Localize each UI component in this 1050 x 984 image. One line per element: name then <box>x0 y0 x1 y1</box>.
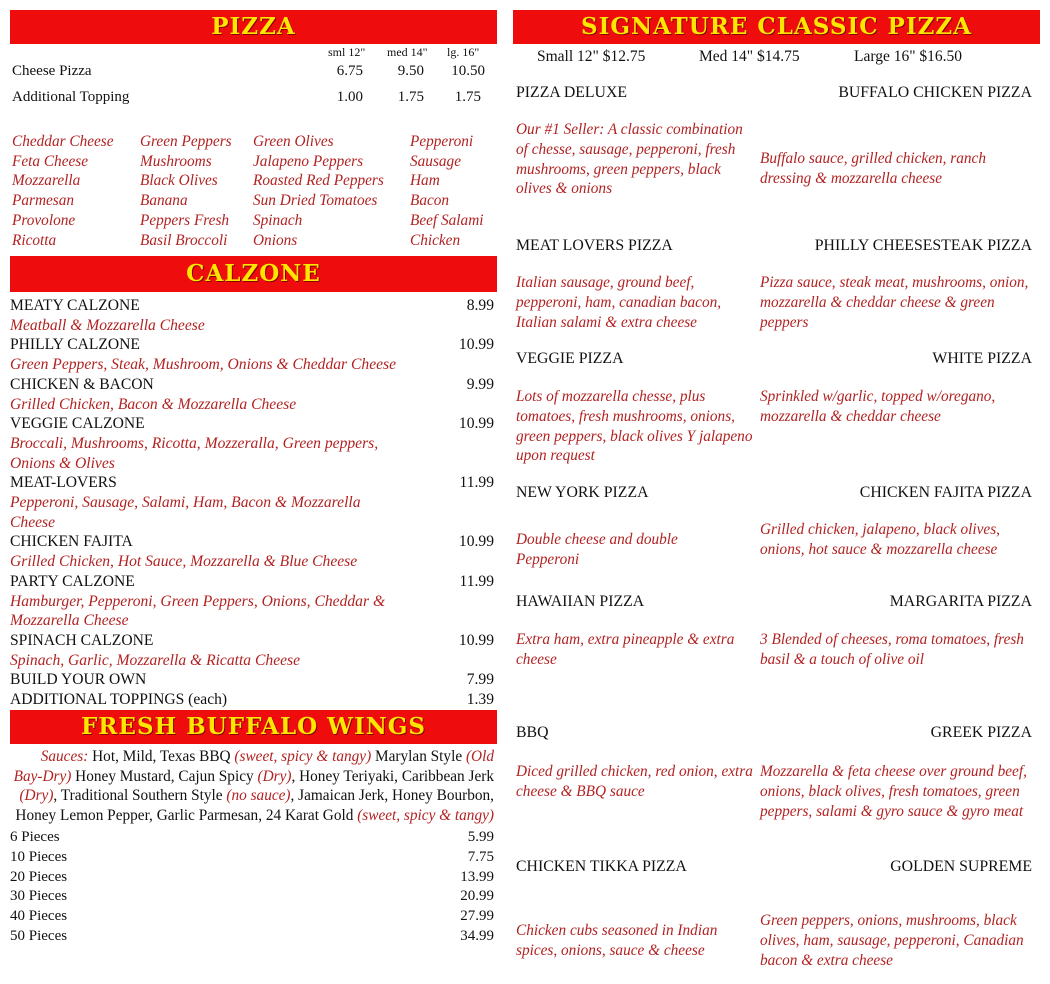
topping-item: Mushrooms <box>140 152 212 170</box>
signature-pizza-name: PHILLY CHEESESTEAK PIZZA <box>814 237 1032 254</box>
toppings-column-cheeses <box>12 132 114 250</box>
sauce-note: (Old Bay-Dry) <box>13 747 494 785</box>
calzone-price: 7.99 <box>466 671 494 689</box>
size-header-small: sml 12" <box>328 45 366 59</box>
toppings-column-meats <box>410 132 484 250</box>
sauce-text: Marylan Style <box>371 747 466 765</box>
calzone-name: PHILLY CALZONE <box>10 336 140 354</box>
calzone-list <box>10 292 497 710</box>
signature-pizza-name: VEGGIE PIZZA <box>516 350 624 367</box>
calzone-desc: Pepperoni, Sausage, Salami, Ham, Bacon & Mozzarella Cheese <box>10 494 361 531</box>
topping-item: Sausage <box>410 152 461 170</box>
size-medium-price: Med 14" $14.75 <box>699 48 800 65</box>
calzone-item <box>10 375 497 414</box>
cheese-pizza-label: Cheese Pizza <box>12 63 92 79</box>
calzone-price: 10.99 <box>458 631 494 649</box>
sauce-note: (no sauce) <box>226 787 291 805</box>
topping-item: Banana <box>140 192 188 210</box>
wing-count: 10 Pieces <box>10 848 68 865</box>
calzone-banner: CALZONE <box>10 256 497 292</box>
signature-pizza-desc: Grilled chicken, jalapeno, black olives, onions, hot sauce & mozzarella cheese <box>760 521 1000 558</box>
signature-pizza-desc: Pizza sauce, steak meat, mushrooms, onion, mozzarella & cheddar cheese & green peppers <box>760 274 1029 331</box>
wing-price: 7.75 <box>467 848 494 865</box>
sauce-note: (sweet, spicy & tangy) <box>234 747 372 765</box>
toppings-column-peppers <box>253 132 384 250</box>
topping-item: Basil Broccoli <box>140 231 228 249</box>
topping-item: Ham <box>410 172 440 190</box>
signature-pizza-desc: Sprinkled w/garlic, topped w/oregano, mozzarella & cheddar cheese <box>760 388 996 425</box>
signature-pizza-desc: Diced grilled chicken, red onion, extra cheese & BBQ sauce <box>516 763 753 800</box>
toppings-grid <box>10 132 497 269</box>
wing-price: 5.99 <box>467 828 494 845</box>
sauce-text: Hot, Mild, Texas BBQ <box>88 747 235 765</box>
topping-item: Feta Cheese <box>12 152 89 170</box>
calzone-item <box>10 296 497 335</box>
topping-item: Chicken <box>410 231 461 249</box>
calzone-item <box>10 690 497 710</box>
calzone-price: 9.99 <box>466 375 494 393</box>
wing-count: 40 Pieces <box>10 908 68 925</box>
calzone-name: SPINACH CALZONE <box>10 631 154 649</box>
calzone-item <box>10 631 497 670</box>
calzone-item <box>10 532 497 571</box>
signature-pizza-name: NEW YORK PIZZA <box>516 484 649 501</box>
calzone-name: ADDITIONAL TOPPINGS (each) <box>10 691 228 709</box>
sauce-note: (Dry) <box>257 767 292 785</box>
signature-pizza-name: GREEK PIZZA <box>930 724 1032 741</box>
price-cell: 1.75 <box>397 89 424 105</box>
calzone-desc: Grilled Chicken, Bacon & Mozzarella Cheese <box>10 395 297 413</box>
calzone-item <box>10 414 497 473</box>
topping-item: Black Olives <box>140 172 218 190</box>
topping-item: Ricotta <box>12 231 57 249</box>
right-column <box>513 0 1040 969</box>
price-cell: 1.75 <box>454 89 481 105</box>
wing-row <box>10 927 497 947</box>
calzone-name: VEGGIE CALZONE <box>10 415 145 433</box>
wings-banner: FRESH BUFFALO WINGS <box>10 710 497 744</box>
sauces-label: Sauces: <box>40 747 89 765</box>
signature-pizza-name: CHICKEN FAJITA PIZZA <box>859 484 1032 501</box>
calzone-desc: Hamburger, Pepperoni, Green Peppers, Onions, Cheddar & Mozzarella Cheese <box>10 592 386 630</box>
signature-pizza-desc: Buffalo sauce, grilled chicken, ranch dressing & mozzarella cheese <box>760 150 986 187</box>
topping-item: Green Olives <box>253 133 334 150</box>
signature-pizza-desc: Double cheese and double Pepperoni <box>516 531 678 568</box>
signature-pizza-desc: 3 Blended of cheeses, roma tomatoes, fresh basil & a touch of olive oil <box>760 631 1024 668</box>
calzone-price: 10.99 <box>458 336 494 354</box>
signature-pizza-name: BBQ <box>516 724 549 741</box>
calzone-price: 1.39 <box>466 691 494 709</box>
price-cell: 6.75 <box>336 63 363 79</box>
calzone-item <box>10 335 497 374</box>
calzone-name: PARTY CALZONE <box>10 572 135 590</box>
topping-item: Mozzarella <box>12 172 81 190</box>
topping-item: Bacon <box>410 192 450 210</box>
topping-item: Parmesan <box>12 192 75 210</box>
signature-pizza-name: HAWAIIAN PIZZA <box>516 593 645 610</box>
topping-item: Cheddar Cheese <box>12 133 114 150</box>
topping-item: Peppers Fresh <box>140 211 230 229</box>
signature-pizza-name: WHITE PIZZA <box>932 350 1032 367</box>
wing-row <box>10 907 497 927</box>
calzone-desc: Meatball & Mozzarella Cheese <box>10 316 205 334</box>
size-small-price: Small 12" $12.75 <box>537 48 646 65</box>
signature-banner: SIGNATURE CLASSIC PIZZA <box>513 10 1040 44</box>
calzone-name: CHICKEN FAJITA <box>10 533 133 551</box>
calzone-item <box>10 670 497 690</box>
pizza-banner: PIZZA <box>10 10 497 44</box>
wing-count: 20 Pieces <box>10 868 68 885</box>
wing-row <box>10 887 497 907</box>
signature-pizza-desc: Italian sausage, ground beef, pepperoni, ham, canadian bacon, Italian salami & extra cheese <box>516 274 722 331</box>
wing-pieces-list <box>10 828 497 947</box>
additional-topping-label: Additional Topping <box>12 89 130 105</box>
wing-price: 13.99 <box>460 868 494 885</box>
wing-row <box>10 848 497 868</box>
signature-pizza-name: BUFFALO CHICKEN PIZZA <box>838 84 1032 101</box>
topping-item: Beef Salami <box>410 211 484 229</box>
calzone-price: 10.99 <box>458 415 494 433</box>
signature-pizza-name: GOLDEN SUPREME <box>890 858 1032 875</box>
sauce-text: Honey Mustard, Cajun Spicy <box>71 767 258 785</box>
topping-item: Provolone <box>12 211 76 229</box>
topping-item: Pepperoni <box>410 133 474 150</box>
signature-pizza-desc: Extra ham, extra pineapple & extra cheese <box>516 631 735 668</box>
price-cell: 9.50 <box>397 63 424 79</box>
calzone-price: 8.99 <box>466 297 494 314</box>
signature-pizza-desc: Lots of mozzarella chesse, plus tomatoes, fresh mushrooms, onions, green peppers, black olives Y jalapeno upon request <box>516 388 753 465</box>
pizza-price-table <box>10 44 497 130</box>
signature-pizza-name: CHICKEN TIKKA PIZZA <box>516 858 687 875</box>
topping-item: Onions <box>253 231 298 249</box>
size-header-large: lg. 16" <box>447 45 480 59</box>
topping-item: Roasted Red Peppers <box>253 172 384 190</box>
calzone-price: 11.99 <box>459 474 494 492</box>
signature-pizza-name: PIZZA DELUXE <box>516 84 628 101</box>
calzone-item <box>10 572 497 631</box>
price-cell: 10.50 <box>451 63 485 79</box>
wing-sauces <box>10 744 497 826</box>
size-large-price: Large 16" $16.50 <box>854 48 963 65</box>
signature-pizza-desc: Mozzarella & feta cheese over ground beef, onions, black olives, fresh tomatoes, green peppers, salami & gyro sauce & gyro meat <box>760 763 1027 820</box>
wing-row <box>10 828 497 848</box>
sauce-text: , Jamaican Jerk, Honey Bourbon, Honey Lemon Pepper, Garlic Parmesan, 24 Karat Gold <box>15 787 494 825</box>
calzone-desc: Grilled Chicken, Hot Sauce, Mozzarella & Blue Cheese <box>10 553 358 571</box>
calzone-price: 10.99 <box>458 533 494 551</box>
toppings-column-veggies <box>140 132 232 250</box>
calzone-desc: Broccali, Mushrooms, Ricotta, Mozzeralla, Green peppers, Onions & Olives <box>10 434 379 472</box>
wing-count: 6 Pieces <box>10 828 60 845</box>
calzone-desc: Spinach, Garlic, Mozzarella & Ricatta Cheese <box>10 651 301 669</box>
wing-row <box>10 868 497 888</box>
wing-price: 34.99 <box>460 927 494 944</box>
topping-item: Spinach <box>253 211 303 229</box>
topping-item: Green Peppers <box>140 133 232 150</box>
topping-item: Jalapeno Peppers <box>253 152 364 170</box>
calzone-price: 11.99 <box>459 572 494 590</box>
left-column <box>10 0 497 947</box>
calzone-desc: Green Peppers, Steak, Mushroom, Onions & Cheddar Cheese <box>10 356 397 374</box>
size-header-medium: med 14" <box>387 45 428 59</box>
sauce-note: (sweet, spicy & tangy) <box>357 807 494 825</box>
wing-count: 30 Pieces <box>10 888 68 905</box>
calzone-name: MEATY CALZONE <box>10 297 140 314</box>
signature-pizza-name: MEAT LOVERS PIZZA <box>516 237 673 254</box>
sauce-text: , Honey Teriyaki, Caribbean Jerk <box>291 767 494 785</box>
signature-pizza-desc: Green peppers, onions, mushrooms, black olives, ham, sausage, pepperoni, Canadian bacon & extra cheese <box>760 912 1024 969</box>
calzone-name: CHICKEN & BACON <box>10 375 154 393</box>
calzone-item <box>10 473 497 532</box>
wing-price: 20.99 <box>460 888 494 905</box>
price-cell: 1.00 <box>336 89 363 105</box>
signature-pizza-desc: Chicken cubs seasoned in Indian spices, onions, sauce & cheese <box>516 922 718 959</box>
sauce-text: , Traditional Southern Style <box>53 787 227 805</box>
wing-count: 50 Pieces <box>10 927 68 944</box>
signature-pizza-name: MARGARITA PIZZA <box>889 593 1032 610</box>
calzone-name: BUILD YOUR OWN <box>10 671 147 689</box>
signature-pizza-desc: Our #1 Seller: A classic combination of chesse, sausage, pepperoni, fresh mushrooms, green peppers, black olives & onions <box>516 121 743 198</box>
calzone-name: MEAT-LOVERS <box>10 474 117 492</box>
sauce-note: (Dry) <box>19 787 54 805</box>
topping-item: Sun Dried Tomatoes <box>253 192 378 210</box>
signature-sizes <box>513 44 1040 80</box>
wing-price: 27.99 <box>460 908 494 925</box>
